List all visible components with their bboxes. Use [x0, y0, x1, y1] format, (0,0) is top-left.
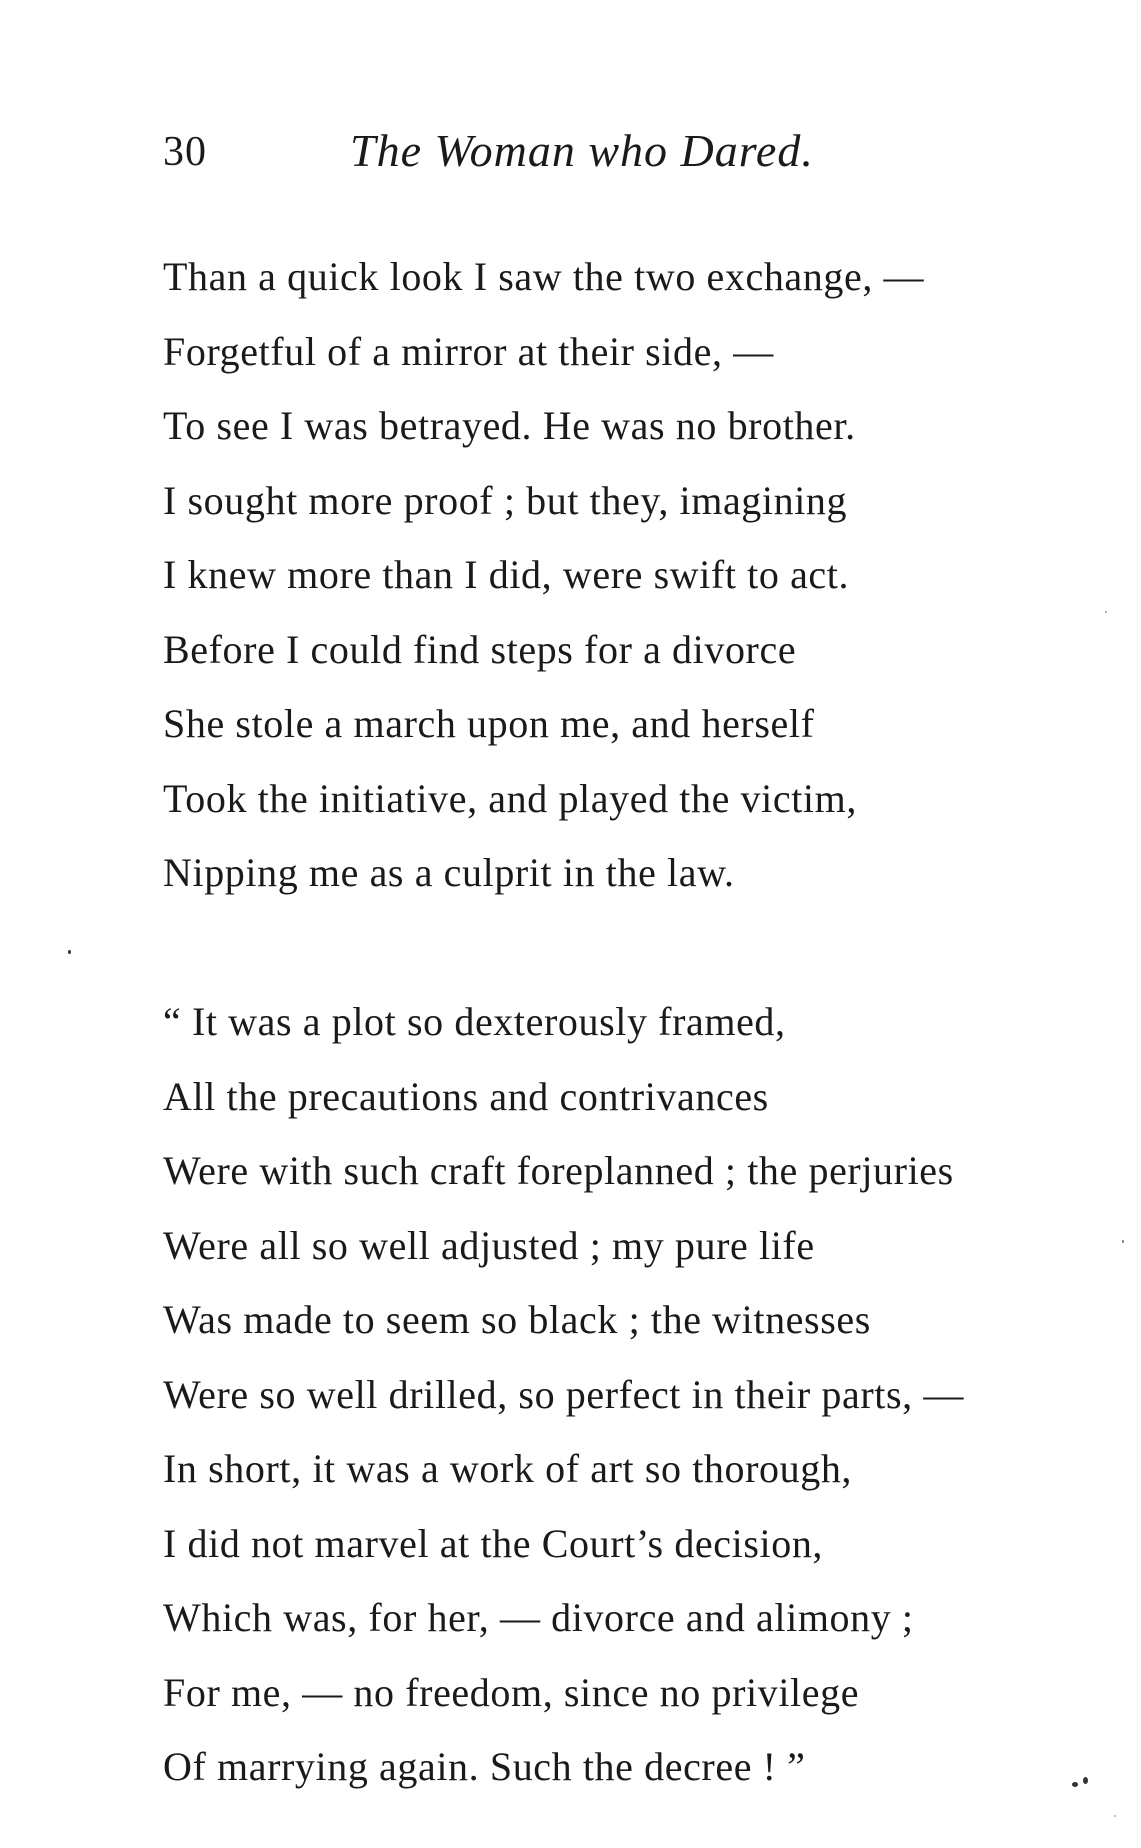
running-title: The Woman who Dared.: [350, 125, 814, 176]
verse-line: Before I could find steps for a divorce: [163, 626, 797, 672]
print-speck: [68, 950, 71, 954]
verse-line: For me, — no freedom, since no privilege: [163, 1669, 860, 1715]
verse-line: I knew more than I did, were swift to act.: [163, 552, 850, 597]
page-number: 30: [163, 129, 207, 175]
print-speck: [1105, 611, 1107, 613]
print-speck: [1122, 1240, 1124, 1243]
verse-line: I did not marvel at the Court’s decision,: [163, 1520, 824, 1566]
verse-line: Took the initiative, and played the victim,: [163, 775, 857, 821]
verse-line: Forgetful of a mirror at their side, —: [163, 328, 774, 374]
verse-line: Which was, for her, — divorce and alimony ;: [163, 1595, 914, 1640]
verse-line: Was made to seem so black ; the witnesses: [163, 1297, 871, 1342]
verse-line: To see I was betrayed. He was no brother.: [163, 403, 856, 448]
verse-line: In short, it was a work of art so thorough,: [163, 1446, 853, 1491]
verse-line: Were with such craft foreplanned ; the perjuries: [163, 1148, 954, 1193]
print-speck: [1072, 1782, 1078, 1787]
stanza-2: [163, 985, 964, 1805]
running-head: [163, 125, 963, 188]
verse-line: Of marrying again. Such the decree ! ”: [163, 1744, 806, 1789]
print-speck: [1083, 1777, 1088, 1784]
verse-line: Than a quick look I saw the two exchange, —: [163, 254, 925, 299]
verse-line: All the precautions and contrivances: [163, 1073, 769, 1119]
print-speck: [1114, 1815, 1116, 1817]
verse-line: Were so well drilled, so perfect in their parts, —: [163, 1371, 964, 1417]
verse-line: I sought more proof ; but they, imagining: [163, 477, 848, 523]
verse-line: “ It was a plot so dexterously framed,: [163, 999, 786, 1044]
verse-line: Nipping me as a culprit in the law.: [163, 850, 735, 895]
stanza-1: [163, 240, 924, 911]
verse-line: She stole a march upon me, and herself: [163, 701, 815, 746]
verse-line: Were all so well adjusted ; my pure life: [163, 1222, 815, 1268]
